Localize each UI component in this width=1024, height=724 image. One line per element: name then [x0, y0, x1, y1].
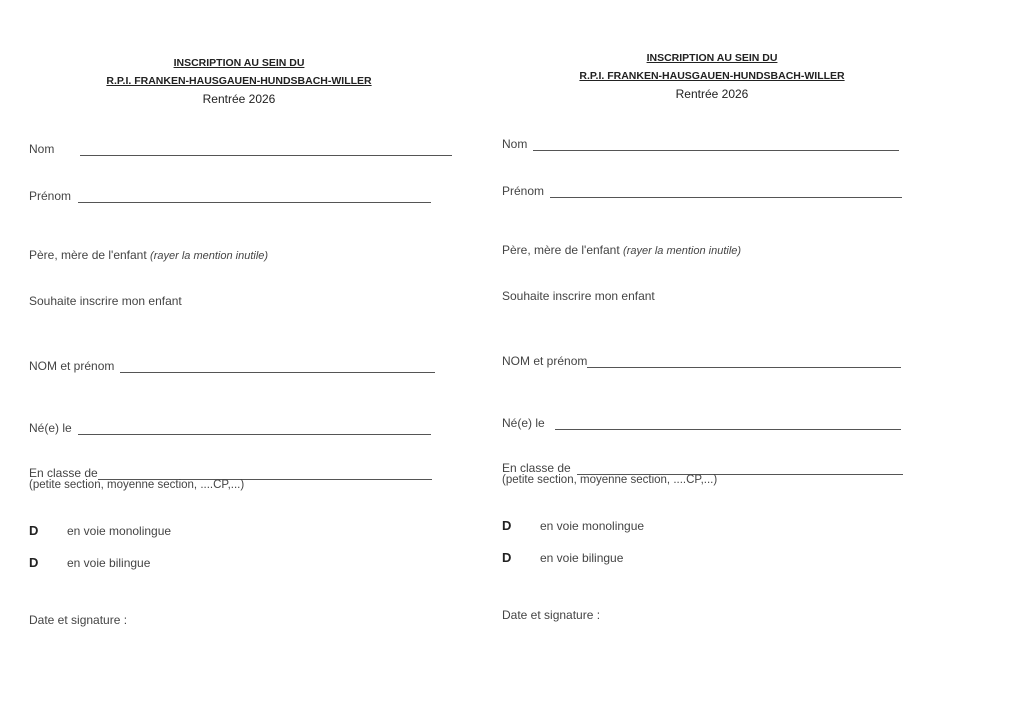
option-marker: D	[29, 555, 39, 570]
en-classe-row	[502, 457, 903, 475]
ne-le-row	[29, 417, 431, 435]
souhaite-text: Souhaite inscrire mon enfant	[502, 289, 655, 303]
registration-form-right	[502, 0, 922, 724]
nom-prenom-line[interactable]	[120, 360, 435, 373]
ne-le-label: Né(e) le	[502, 416, 545, 430]
nom-label: Nom	[502, 137, 528, 151]
parent-label: Père, mère de l'enfant	[29, 248, 147, 262]
parent-note: (rayer la mention inutile)	[623, 245, 742, 257]
form-header	[502, 49, 922, 103]
en-classe-label: En classe de	[29, 466, 98, 480]
header-organization: R.P.I. FRANKEN-HAUSGAUEN-HUNDSBACH-WILLER	[106, 75, 372, 87]
header-title: INSCRIPTION AU SEIN DU	[173, 57, 305, 69]
option-monolingue-label: en voie monolingue	[540, 518, 645, 533]
nom-prenom-line[interactable]	[587, 355, 901, 368]
form-header	[29, 54, 449, 108]
prenom-line[interactable]	[550, 185, 902, 198]
nom-prenom-row	[502, 350, 901, 368]
option-marker: D	[29, 523, 39, 538]
ne-le-label: Né(e) le	[29, 421, 72, 435]
header-organization: R.P.I. FRANKEN-HAUSGAUEN-HUNDSBACH-WILLER	[579, 70, 845, 82]
prenom-label: Prénom	[502, 184, 545, 198]
classe-hint: (petite section, moyenne section, ....CP,...)	[502, 474, 718, 486]
date-signature: Date et signature :	[29, 613, 128, 627]
option-bilingue-label: en voie bilingue	[540, 550, 624, 565]
prenom-row	[29, 185, 431, 203]
souhaite-text: Souhaite inscrire mon enfant	[29, 294, 182, 308]
ne-le-row	[502, 412, 901, 430]
classe-hint: (petite section, moyenne section, ....CP,...)	[29, 479, 245, 491]
nom-line[interactable]	[80, 143, 452, 156]
parent-label: Père, mère de l'enfant	[502, 243, 620, 257]
option-monolingue[interactable]	[29, 523, 171, 538]
ne-le-line[interactable]	[78, 422, 431, 435]
option-marker: D	[502, 550, 512, 565]
nom-label: Nom	[29, 142, 55, 156]
header-year: Rentrée 2026	[675, 87, 749, 101]
date-signature: Date et signature :	[502, 608, 601, 622]
option-marker: D	[502, 518, 512, 533]
option-bilingue-label: en voie bilingue	[67, 555, 151, 570]
ne-le-line[interactable]	[555, 417, 901, 430]
prenom-label: Prénom	[29, 189, 72, 203]
nom-prenom-row	[29, 355, 435, 373]
en-classe-label: En classe de	[502, 461, 571, 475]
prenom-line[interactable]	[78, 190, 431, 203]
en-classe-row	[29, 462, 432, 480]
parent-text	[502, 243, 741, 257]
option-bilingue[interactable]	[502, 550, 623, 565]
nom-row	[502, 133, 899, 151]
header-year: Rentrée 2026	[202, 92, 276, 106]
nom-prenom-label: NOM et prénom	[29, 359, 115, 373]
option-bilingue[interactable]	[29, 555, 150, 570]
option-monolingue-label: en voie monolingue	[67, 523, 172, 538]
parent-note: (rayer la mention inutile)	[150, 250, 269, 262]
registration-form-left	[29, 0, 449, 724]
nom-prenom-label: NOM et prénom	[502, 354, 588, 368]
prenom-row	[502, 180, 902, 198]
header-title: INSCRIPTION AU SEIN DU	[646, 52, 778, 64]
option-monolingue[interactable]	[502, 518, 644, 533]
nom-line[interactable]	[533, 138, 899, 151]
parent-text	[29, 248, 268, 262]
nom-row	[29, 138, 452, 156]
